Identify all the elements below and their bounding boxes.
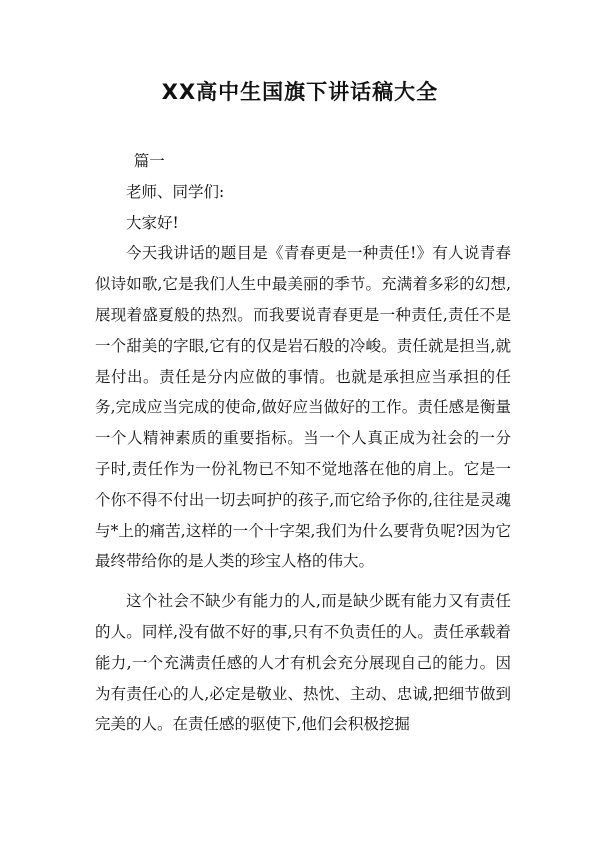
document-title: XX高中生国旗下讲话稿大全 — [161, 80, 439, 104]
paragraph: 这个社会不缺少有能力的人,而是缺少既有能力又有责任的人。同样,没有做不好的事,只有不负责任的人。责任承载着能力,一个充满责任感的人才有机会充分展现自己的能力。因为有责任心的人,必定是敬业、热忱、主动、忠诚,把细节做到完美的人。在责任感的驱使下,他们会积极挖掘 — [95, 592, 511, 734]
document-body — [95, 146, 511, 740]
salutation-teachers: 老师、同学们: — [126, 182, 225, 201]
salutation-greeting: 大家好! — [126, 213, 179, 232]
section-label: 篇一 — [133, 152, 165, 170]
paragraph: 今天我讲话的题目是《青春更是一种责任!》有人说青春似诗如歌,它是我们人生中最美丽的季节。充满着多彩的幻想,展现着盛夏般的热烈。而我要说青春更是一种责任,责任不是一个甜美的字眼,它有的仅是岩石般的冷峻。责任就是担当,就是付出。责任是分内应做的事情。也就是承担应当承担的任务,完成应当完成的使命,做好应当做好的工作。责任感是衡量一个人精神素质的重要指标。当一个人真正成为社会的一分子时,责任作为一份礼物已不知不觉地落在他的肩上。它是一个你不得不付出一切去呵护的孩子,而它给予你的,往往是灵魂与*上的痛苦,这样的一个十字架,我们为什么要背负呢?因为它最终带给你的是人类的珍宝人格的伟大。 — [95, 244, 511, 571]
